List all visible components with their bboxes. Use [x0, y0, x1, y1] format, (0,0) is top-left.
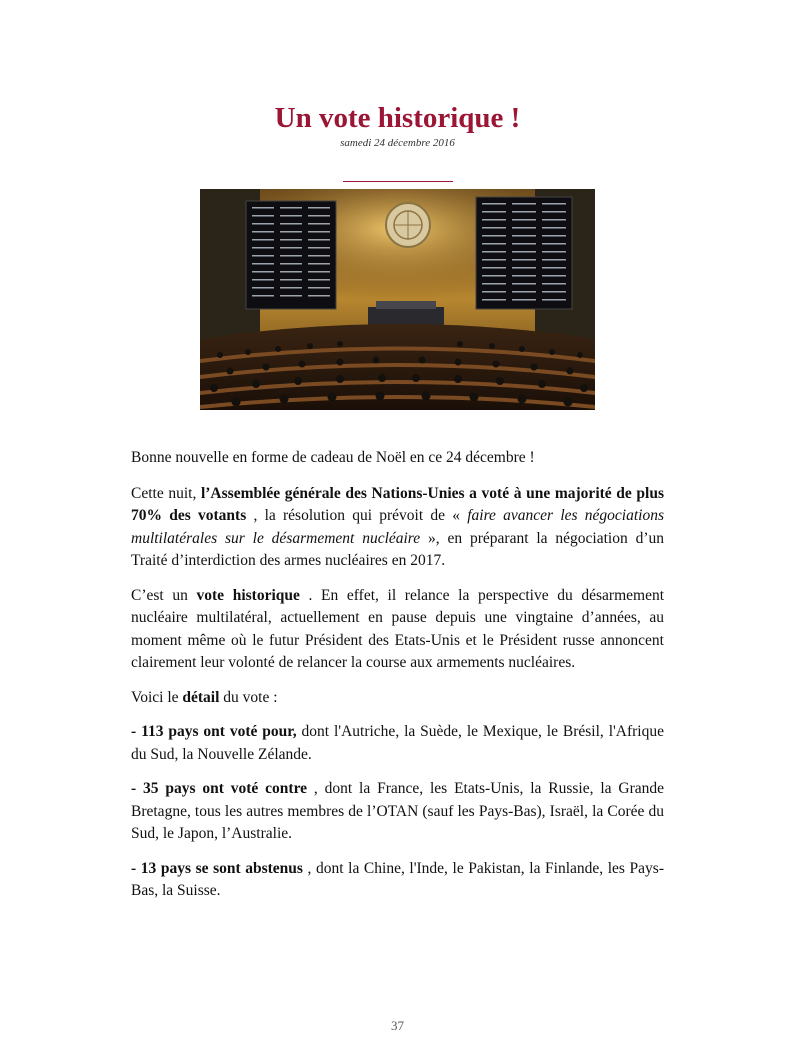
vote-quote-text: faire avancer les négociations multilatérales sur le désarmement nucléaire: [131, 507, 664, 547]
un-general-assembly-photo: [200, 189, 595, 410]
detail-paragraph: [131, 687, 664, 710]
votes-against-paragraph: [131, 778, 664, 846]
abstentions-tail-text: , dont la Chine, l'Inde, le Pakistan, la Finlande, les Pays-Bas, la Suisse.: [131, 859, 664, 899]
vote-bold-text: l’Assemblée générale des Nations-Unies a voté à une majorité de plus 70% des votants: [131, 484, 664, 524]
post-date: samedi 24 décembre 2016: [340, 137, 455, 149]
historic-bold-text: vote historique: [196, 586, 300, 604]
vote-mid-text: , la résolution qui prévoit de «: [246, 507, 468, 524]
votes-for-bold-text: - 113 pays ont voté pour,: [131, 723, 297, 740]
article-body: [131, 447, 664, 915]
intro-text: Bonne nouvelle en forme de cadeau de Noël en ce 24 décembre !: [131, 449, 535, 466]
detail-lead-text: Voici le: [131, 688, 183, 706]
votes-for-paragraph: [131, 721, 664, 766]
page-number: 37: [391, 1018, 404, 1033]
detail-tail-text: du vote :: [219, 688, 278, 706]
abstentions-paragraph: [131, 858, 664, 903]
vote-lead-text: Cette nuit,: [131, 484, 201, 502]
page-title: Un vote historique !: [274, 102, 521, 134]
abstentions-bold-text: - 13 pays se sont abstenus: [131, 859, 303, 877]
votes-for-tail-text: dont l'Autriche, la Suède, le Mexique, le Brésil, l'Afrique du Sud, la Nouvelle Zélande.: [131, 723, 664, 763]
historic-lead-text: C’est un: [131, 586, 197, 604]
historic-tail-text: . En effet, il relance la perspective du désarmement nucléaire multilatéral, actuellement en pause depuis une vingtaine d’années, au moment même où le futur Président des Etats-Unis et le Président russe annoncent clairement leur volonté de relancer la course aux armements nucléaires.: [131, 586, 665, 671]
votes-against-tail-text: , dont la France, les Etats-Unis, la Russie, la Grande Bretagne, tous les autres membres de l’OTAN (sauf les Pays-Bas), Israël, la Corée du Sud, le Japon, l’Australie.: [131, 780, 664, 842]
vote-tail-text: », en préparant la négociation d’un Traité d’interdiction des armes nucléaires en 2017.: [131, 529, 664, 569]
detail-bold-text: détail: [182, 688, 220, 706]
title-divider: [343, 181, 453, 182]
historic-paragraph: [131, 585, 664, 675]
votes-against-bold-text: - 35 pays ont voté contre: [131, 780, 308, 797]
intro-paragraph: [131, 447, 664, 470]
vote-paragraph: [131, 483, 664, 573]
